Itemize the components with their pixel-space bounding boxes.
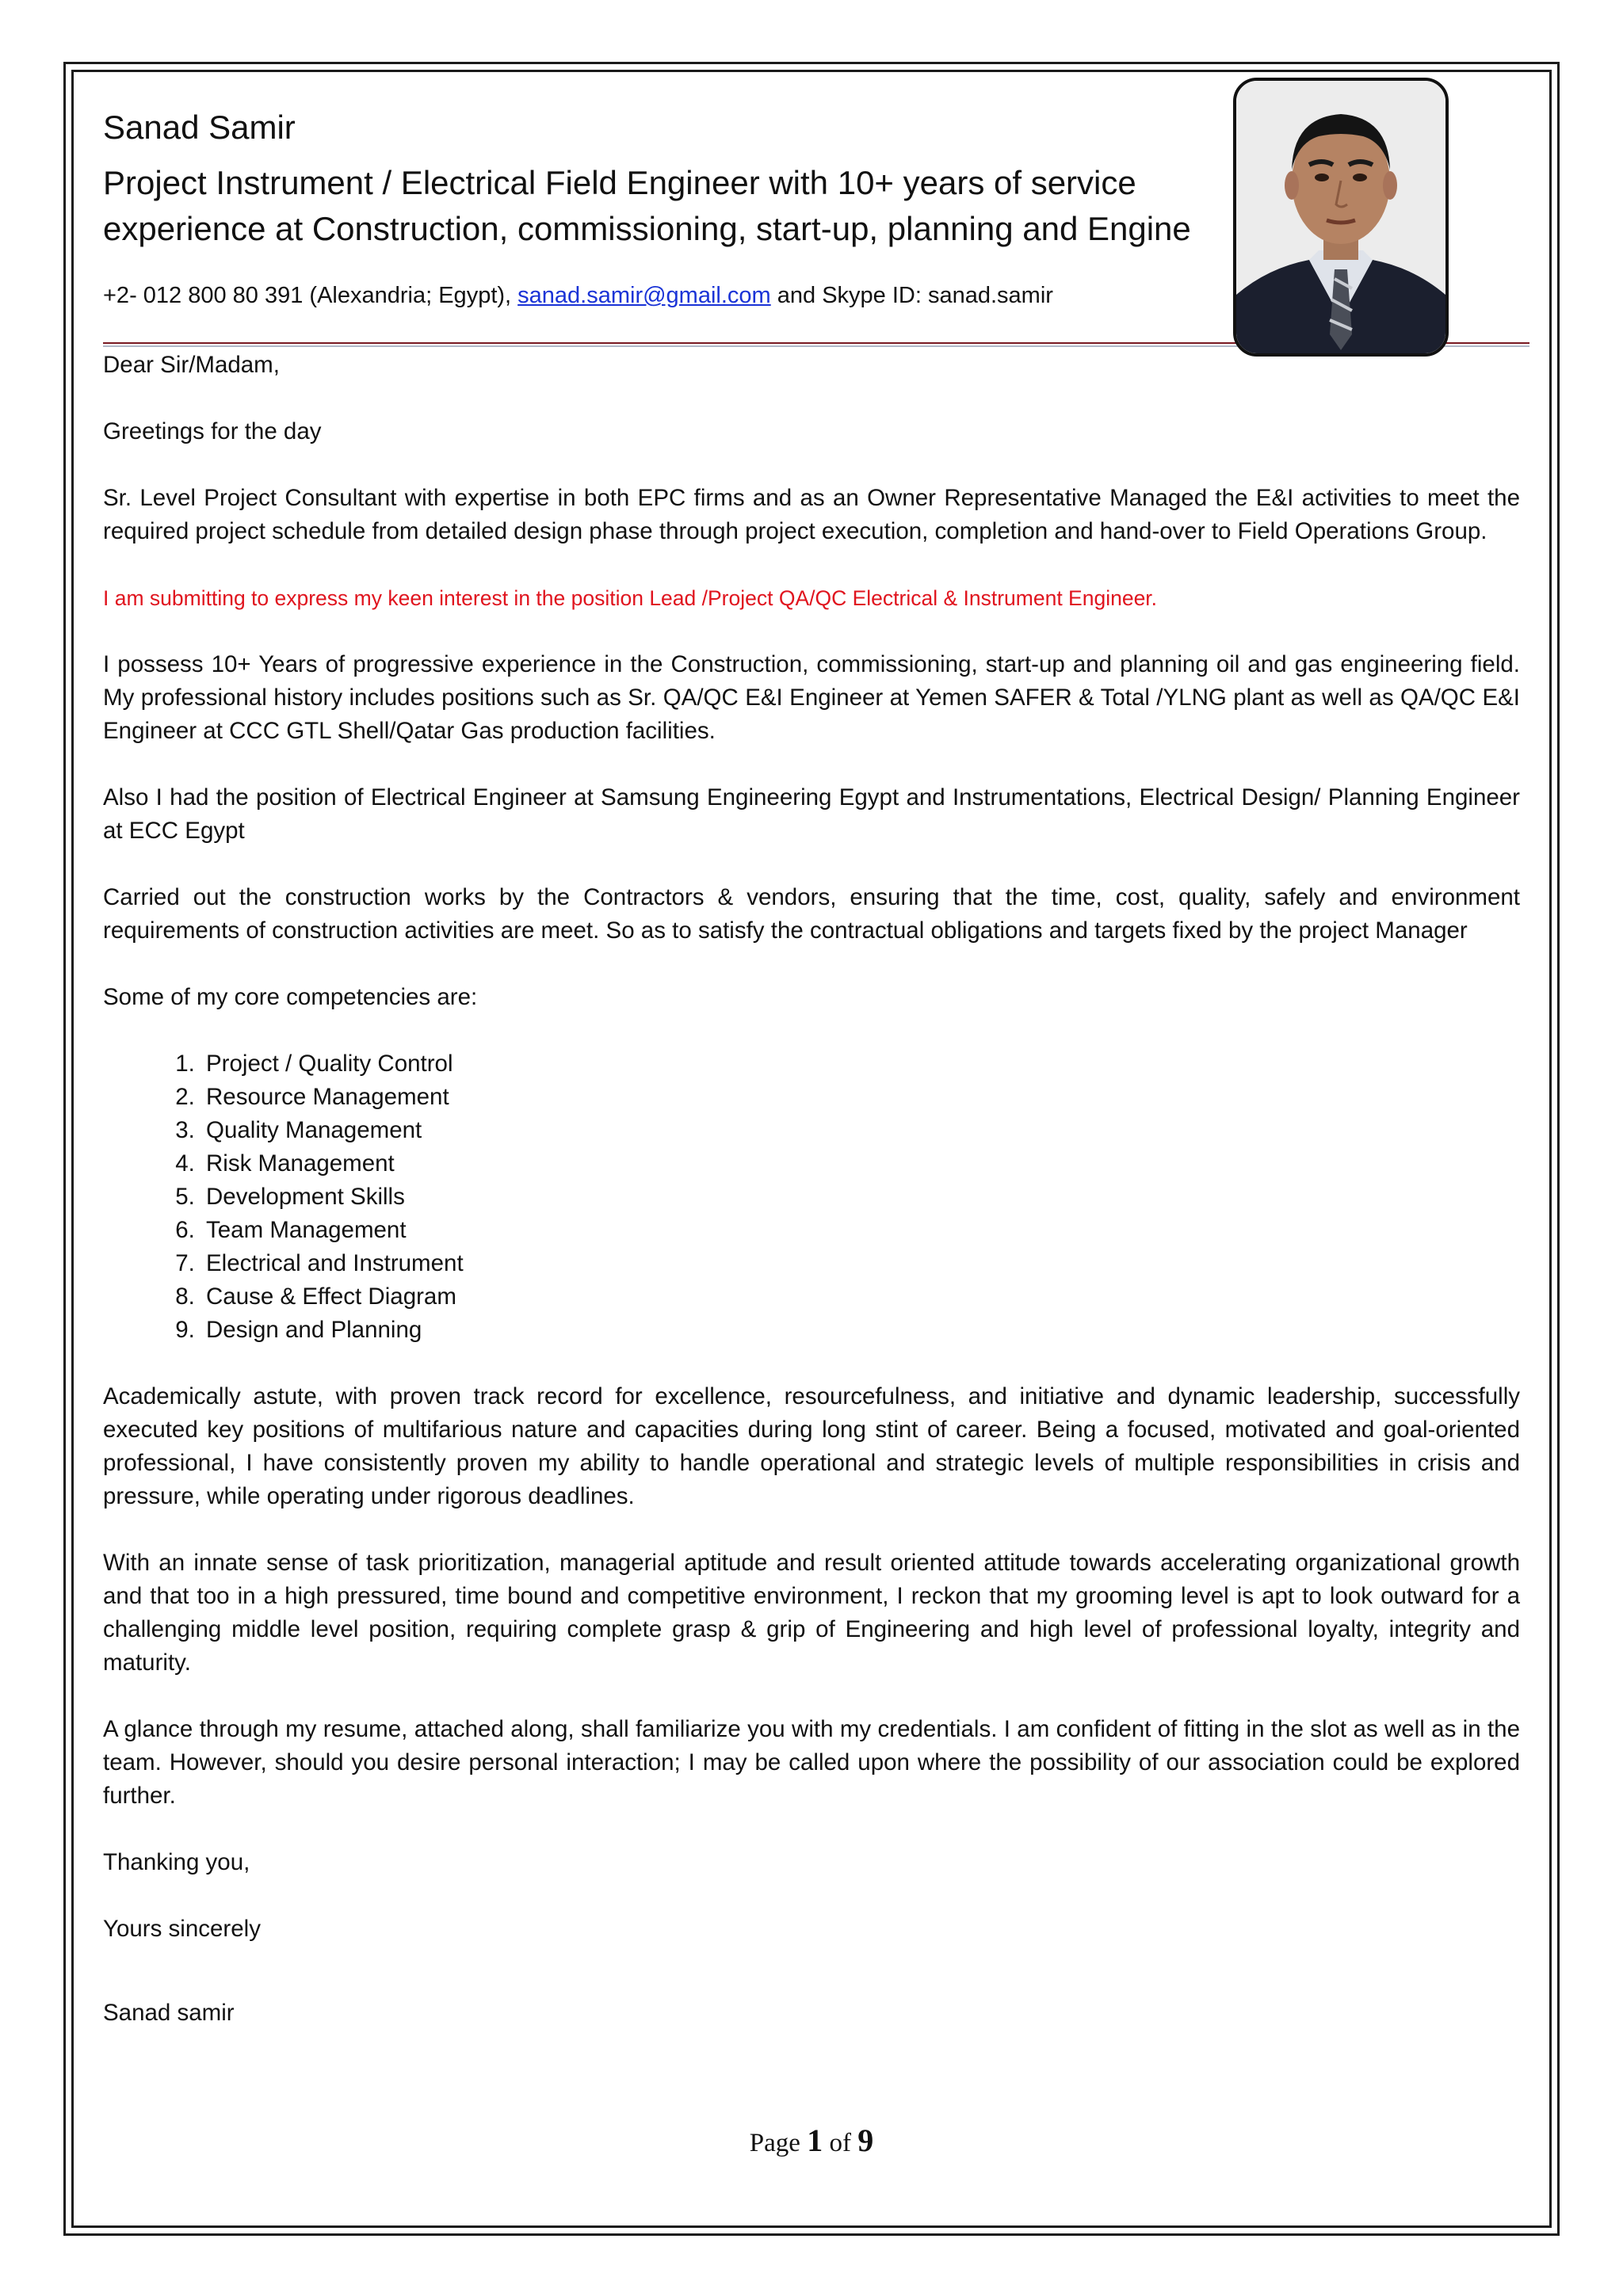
competencies-list — [103, 1047, 1520, 1347]
list-item: 8. Cause & Effect Diagram — [201, 1280, 1520, 1314]
list-item: 1. Project / Quality Control — [201, 1047, 1520, 1081]
page-current: 1 — [807, 2122, 823, 2158]
headline-line-2: experience at Construction, commissioning, start-up, planning and Engine — [103, 210, 1191, 247]
of-word: of — [829, 2129, 851, 2157]
closing-line: Yours sincerely — [103, 1916, 261, 1942]
headline — [103, 160, 1276, 252]
paragraph-motivation: With an innate sense of task prioritization, managerial aptitude and result oriented attitude towards accelerating organizational growth and that too in a high pressured, time bound and competitive environment, I reckon that my grooming level is apt to look outward for a challenging middle level position, requiring complete grasp & grip of Engineering and high level of professional loyalty, integrity and maturity. — [103, 1550, 1520, 1676]
greeting: Greetings for the day — [103, 418, 322, 444]
paragraph-resume: A glance through my resume, attached along, shall familiarize you with my credentials. I am confident of fitting in the slot as well as in the team. However, should you desire personal interaction; I may be called upon where the possibility of our association could be explored further. — [103, 1716, 1520, 1809]
signature-name: Sanad samir — [103, 2000, 235, 2026]
list-item: 5. Development Skills — [201, 1180, 1520, 1214]
paragraph-experience: I possess 10+ Years of progressive experience in the Construction, commissioning, start-up and planning oil and gas engineering field. My professional history includes positions such as Sr. QA/QC E&I Engineer at Yemen SAFER & Total /YLNG plant as well as QA/QC E&I Engineer at CCC GTL Shell/Qatar Gas production facilities. — [103, 651, 1520, 744]
interest-statement: I am submitting to express my keen interest in the position Lead /Project QA/QC Electrical & Instrument Engineer. — [103, 586, 1158, 610]
salutation: Dear Sir/Madam, — [103, 352, 280, 378]
list-item: 3. Quality Management — [201, 1114, 1520, 1147]
paragraph-construction: Carried out the construction works by the Contractors & vendors, ensuring that the time, cost, quality, safely and environment requirements of construction activities are meet. So as to satisfy the contractual obligations and targets fixed by the project Manager — [103, 884, 1520, 944]
page-number — [0, 2122, 1623, 2159]
thanks-line: Thanking you, — [103, 1849, 250, 1875]
applicant-name: Sanad Samir — [103, 109, 296, 146]
paragraph-previous-roles: Also I had the position of Electrical Engineer at Samsung Engineering Egypt and Instrumentations, Electrical Design/ Planning Engineer at ECC Egypt — [103, 784, 1520, 844]
page-word: Page — [749, 2129, 800, 2157]
skype-id: and Skype ID: sanad.samir — [770, 283, 1053, 308]
competencies-intro: Some of my core competencies are: — [103, 984, 478, 1010]
profile-photo — [1233, 78, 1449, 357]
list-item: 7. Electrical and Instrument — [201, 1247, 1520, 1280]
list-item: 6. Team Management — [201, 1214, 1520, 1247]
portrait-image — [1236, 81, 1445, 353]
paragraph-summary: Sr. Level Project Consultant with expertise in both EPC firms and as an Owner Representative Managed the E&I activities to meet the required project schedule from detailed design phase through project execution, completion and hand-over to Field Operations Group. — [103, 485, 1520, 544]
list-item: 9. Design and Planning — [201, 1314, 1520, 1347]
letter-body — [103, 349, 1520, 2063]
email-link[interactable]: sanad.samir@gmail.com — [517, 283, 771, 308]
headline-line-1: Project Instrument / Electrical Field Engineer with 10+ years of service — [103, 164, 1136, 201]
list-item: 2. Resource Management — [201, 1081, 1520, 1114]
page-total: 9 — [857, 2122, 874, 2158]
list-item: 4. Risk Management — [201, 1147, 1520, 1180]
paragraph-academic: Academically astute, with proven track record for excellence, resourcefulness, and initiative and dynamic leadership, successfully executed key positions of multifarious nature and capacities during long stint of career. Being a focused, motivated and goal-oriented professional, I have consistently proven my ability to handle operational and strategic levels of multiple responsibilities in crisis and pressure, while operating under rigorous deadlines. — [103, 1383, 1520, 1509]
phone-location: +2- 012 800 80 391 (Alexandria; Egypt), — [103, 283, 518, 308]
